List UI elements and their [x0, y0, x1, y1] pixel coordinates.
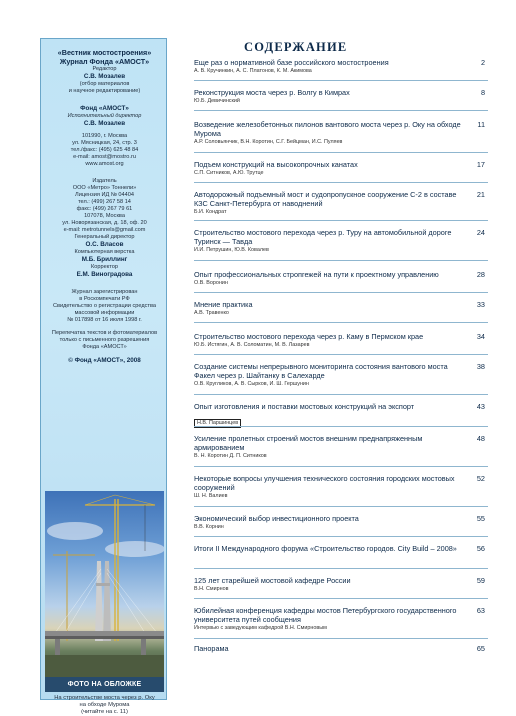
corrector-role: Корректор [91, 263, 118, 270]
reprint-line: только с письменного разрешения [59, 336, 150, 343]
address-line: www.amost.org [85, 161, 124, 168]
publisher-line: Лицензия ИД № 04404 [75, 192, 134, 199]
toc-entry[interactable] [194, 88, 488, 105]
toc-entry-page: 24 [476, 228, 485, 237]
toc-entry-title: Мнение практика [194, 300, 253, 309]
cover-caption-line: На строительстве моста через р. Оку [54, 695, 155, 701]
divider [194, 152, 488, 153]
toc-entry-authors: А.В. Травенко [194, 310, 229, 316]
toc-entry-title: Создание системы непрерывного мониторинга состояния вантового моста Факел через р. Шайтанку в Салехарде [194, 362, 448, 380]
cover-caption-line: (читайте на с. 11) [81, 709, 128, 715]
toc-entry-title: 125 лет старейшей мостовой кафедре России [194, 576, 351, 585]
toc-entry-page: 11 [477, 120, 485, 129]
toc-entry-page: 65 [476, 644, 485, 653]
toc-entry[interactable] [194, 606, 488, 632]
toc-entry-title: Панорама [194, 644, 229, 653]
toc-entry[interactable] [194, 576, 488, 593]
toc-entry-title: Итоги II Международного форума «Строительство городов. City Build – 2008» [194, 544, 457, 553]
cover-label: ФОТО НА ОБЛОЖКЕ [45, 677, 164, 692]
divider [194, 426, 488, 427]
toc-entry[interactable] [194, 544, 488, 553]
toc-entry-authors: А.Р. Соловьянчик, В.Н. Коротин, С.Г. Бейцман, И.С. Пуляев [194, 139, 343, 145]
divider [194, 182, 488, 183]
toc-entry-title: Опыт изготовления и поставки мостовых конструкций на экспорт [194, 402, 415, 411]
divider [194, 110, 488, 111]
gendir-name: О.С. Власов [85, 241, 124, 249]
toc-entry-page: 52 [476, 474, 485, 483]
divider [194, 292, 488, 293]
toc-entry-page: 55 [476, 514, 485, 523]
publisher-line: ООО «Метро» Тоннели» [72, 185, 137, 192]
fund-role: Исполнительный директор [67, 112, 142, 119]
journal-subtitle: Журнал Фонда «АМОСТ» [59, 56, 150, 66]
journal-name: «Вестник мостостроения» [57, 48, 152, 57]
imprint-panel [40, 38, 167, 715]
toc-entry-authors: Н.В. Паршинцев [194, 419, 241, 428]
toc-entry-page: 28 [476, 270, 485, 279]
toc-entry-authors: И.И. Петрушин, Ю.В. Ковалев [194, 247, 269, 253]
divider [194, 536, 488, 537]
toc-entry-title: Юбилейная конференция кафедры мостов Петербургского государственного университета путей сообщения [194, 606, 457, 624]
toc-entry-title: Строительство мостового перехода через р. Каму в Пермском крае [194, 332, 424, 341]
fund-name: Фонд «АМОСТ» [80, 104, 129, 112]
toc-entry-authors: Б.И. Кондрат [194, 209, 227, 215]
toc-entry[interactable] [194, 474, 488, 500]
toc-entry-page: 38 [476, 362, 485, 371]
toc-entry-authors: Ю.Б. Истягин, А. В. Соломатин, М. В. Лазарев [194, 342, 310, 348]
toc-entry-page: 33 [476, 300, 485, 309]
divider [194, 354, 488, 355]
toc-entry-page: 8 [480, 88, 485, 97]
publisher-role: Издатель [92, 178, 117, 185]
divider [194, 506, 488, 507]
toc-entry-title: Подъем конструкций на высокопрочных канатах [194, 160, 358, 169]
divider [194, 394, 488, 395]
toc-entry[interactable] [194, 644, 488, 653]
divider [194, 638, 488, 639]
divider [194, 80, 488, 81]
toc-entry-title: Автодорожный подъемный мост и судопропускное сооружение С-2 в составе КЗС Санкт-Петербурга от наводнений [194, 190, 457, 208]
contents-title: СОДЕРЖАНИЕ [244, 40, 348, 54]
copyright: © Фонд «АМОСТ», 2008 [68, 356, 141, 364]
toc-entry[interactable] [194, 228, 488, 254]
toc-entry[interactable] [194, 362, 488, 388]
toc-entry-authors: В. Н. Коротин Д. П. Ситников [194, 453, 267, 459]
publisher-line: ул. Новорязанская, д. 18, оф. 20 [62, 220, 147, 227]
toc-entry-authors: В.Н. Смирнов [194, 586, 229, 592]
toc-entry[interactable] [194, 300, 488, 317]
toc-entry-title: Возведение железобетонных пилонов вантового моста через р. Оку на обходе Мурома [194, 120, 461, 138]
address-line: e-mail: amost@mostro.ru [73, 154, 136, 161]
divider [194, 598, 488, 599]
toc-entry[interactable] [194, 190, 488, 216]
address-line: 101990, г. Москва [81, 133, 128, 140]
address-line: тел./факс: (495) 625 48 84 [70, 147, 139, 154]
fund-director: С.В. Мозалев [83, 119, 126, 127]
toc-entry-authors: О.В. Кругликов, А. В. Сырков, И. Ш. Гершунин [194, 381, 309, 387]
registration-line: массовой информации [74, 309, 135, 316]
toc-entry[interactable] [194, 120, 488, 146]
registration-line: Свидетельство о регистрации средства [52, 302, 157, 309]
publisher-line: e-mail: metrotunnels@gmail.com [63, 227, 146, 234]
registration-line: Журнал зарегистрирован [71, 288, 138, 295]
toc-entry-page: 48 [476, 434, 485, 443]
publisher-line: тел.: (499) 267 58 14 [78, 199, 131, 206]
toc-entry-title: Экономический выбор инвестиционного проекта [194, 514, 359, 523]
toc-entry-page: 56 [476, 544, 485, 553]
layout-name: М.Б. Бриллинг [81, 256, 128, 264]
editor-name: С.В. Мозалев [83, 73, 126, 80]
divider [194, 466, 488, 467]
toc-entry[interactable] [194, 58, 488, 75]
corrector-name: Е.М. Виноградова [76, 270, 133, 278]
divider [194, 322, 488, 323]
cover-photo-illustration [45, 491, 164, 677]
toc-entry[interactable] [194, 434, 488, 460]
toc-entry-title: Усиление пролетных строений мостов внешним преднапряженным армированием [194, 434, 423, 452]
gendir-role: Генеральный директор [74, 234, 135, 241]
toc-entry-authors: О.В. Воронин [194, 280, 228, 286]
toc-entry[interactable] [194, 332, 488, 349]
toc-entry-page: 17 [476, 160, 485, 169]
toc-entry-page: 59 [476, 576, 485, 585]
toc-entry[interactable] [194, 160, 488, 177]
toc-entry-page: 2 [480, 58, 485, 67]
toc-entry-authors: С.П. Ситников, А.Ю. Трутце [194, 170, 264, 176]
divider [194, 260, 488, 261]
toc-entry-authors: Интервью с заведующим кафедрой В.Н. Смирновым [194, 625, 327, 631]
toc-entry-title: Реконструкция моста через р. Волгу в Кимрах [194, 88, 350, 97]
layout-role: Компьютерная верстка [74, 249, 135, 256]
toc-entry-title: Еще раз о нормативной базе российского мостостроения [194, 58, 389, 67]
toc-entry[interactable] [194, 514, 488, 531]
toc-entry-page: 21 [476, 190, 485, 199]
divider [194, 568, 488, 569]
toc-entry-title: Некоторые вопросы улучшения технического состояния городских мостовых сооружений [194, 474, 455, 492]
toc-entry-title: Опыт профессиональных стропгежей на пути к проектному управлению [194, 270, 439, 279]
editor-role: Редактор [92, 66, 117, 72]
editor-note: и научное редактирование) [68, 87, 141, 94]
address-line: ул. Мясницкая, 24, стр. 3 [72, 140, 137, 147]
toc-entry-page: 34 [476, 332, 485, 341]
cover-caption [45, 695, 164, 716]
toc-entry-authors: В.В. Корнин [194, 524, 224, 530]
toc-entry-authors: Ш. Н. Валиев [194, 493, 228, 499]
reprint-line: Фонда «АМОСТ» [82, 343, 127, 350]
editor-note: (отбор материалов [79, 80, 130, 87]
registration-line: № 017898 от 16 июля 1998 г. [67, 316, 142, 323]
publisher-line: 107078, Москва [84, 213, 125, 220]
publisher-line: факс: (499) 267 79 61 [76, 206, 133, 213]
toc-entry-title: Строительство мостового перехода через р. Туру на автомобильной дороге Туринск — Тавда [194, 228, 452, 246]
divider [194, 220, 488, 221]
imprint-block [41, 49, 168, 365]
toc-entry-page: 43 [476, 402, 485, 411]
toc-entry-authors: А. В. Кручинкин, А. С. Платонов, К. М. Акимова [194, 68, 312, 74]
toc-entry[interactable] [194, 402, 488, 429]
cover-photo [45, 491, 164, 677]
registration-line: в Роскомпечати РФ [79, 295, 130, 302]
toc-entry[interactable] [194, 270, 488, 287]
toc-entry-authors: Ю.Б. Девичинский [194, 98, 240, 104]
toc-entry-page: 63 [476, 606, 485, 615]
cover-caption-line: на обходе Мурома [79, 702, 130, 708]
reprint-line: Перепечатка текстов и фотоматериалов [51, 329, 158, 336]
